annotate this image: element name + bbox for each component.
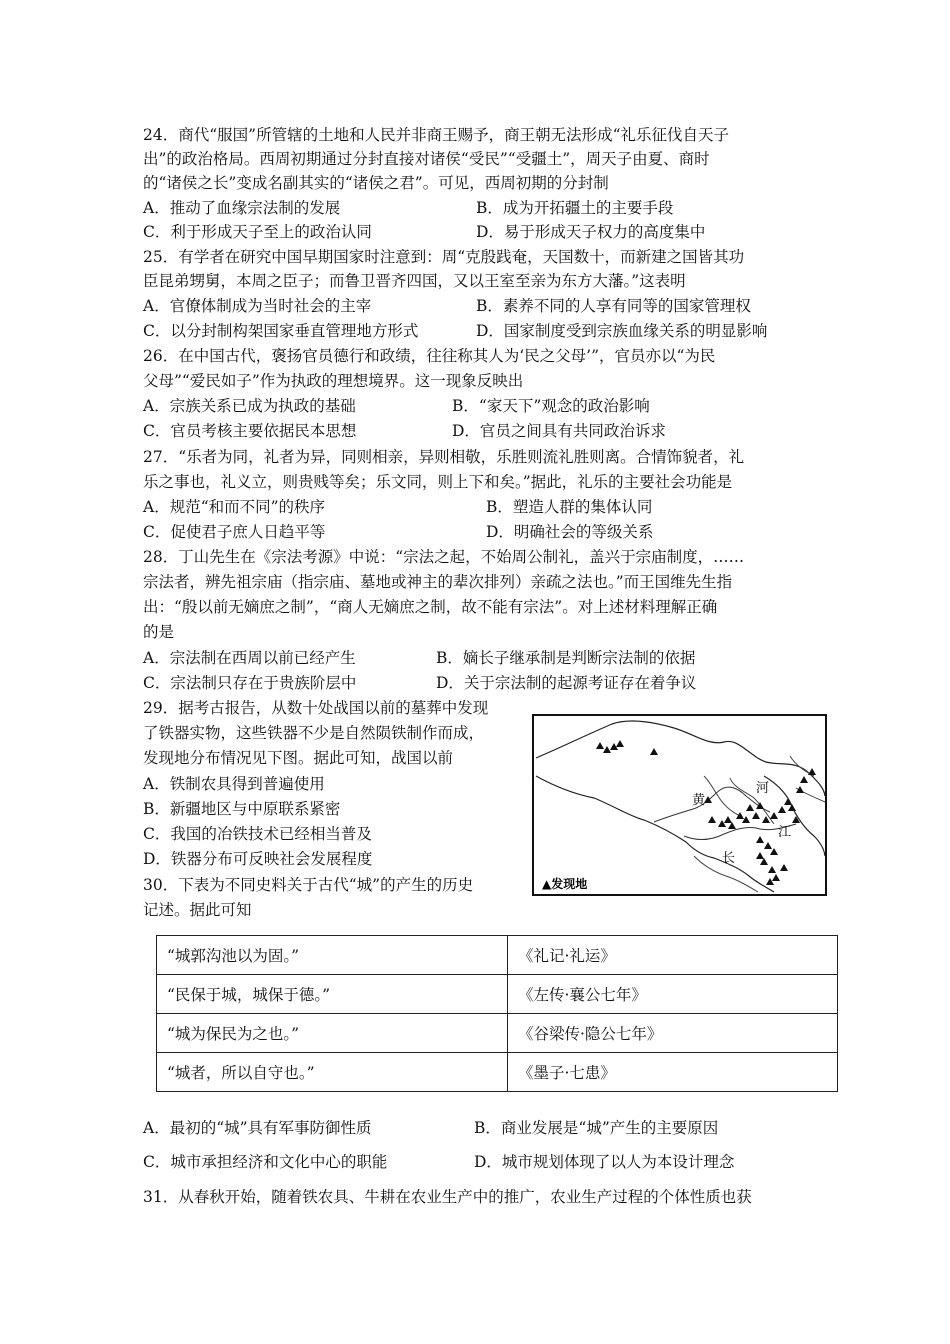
river-label-he: 河 — [756, 781, 770, 796]
iron-finds-map — [532, 714, 827, 896]
q24-option-b: B．成为开拓疆土的主要手段 — [476, 199, 674, 217]
record-quote: “城郭沟池以为固。” — [157, 936, 508, 975]
record-source: 《墨子·七患》 — [508, 1053, 838, 1092]
q25-stem-line-1: 25．有学者在研究中国早期国家时注意到：周“克殷践奄，天国数十，而新建之国皆其功 — [143, 248, 745, 266]
find-site-markers — [596, 740, 816, 885]
record-quote: “城者，所以自守也。” — [157, 1053, 508, 1092]
river-label-huang: 黄 — [692, 793, 706, 808]
map-drawing — [534, 716, 825, 894]
q27-stem-line-2: 乐之事也，礼义立，则贵贱等矣；乐文同，则上下和矣。”据此，礼乐的主要社会功能是 — [143, 473, 733, 491]
historical-records-table — [156, 935, 838, 1092]
q29-stem-line-2: 了铁器实物，这些铁器不少是自然陨铁制作而成， — [143, 724, 485, 742]
q28-stem-line-1: 28．丁山先生在《宗法考源》中说：“宗法之起，不始周公制礼，盖兴于宗庙制度，…… — [143, 548, 745, 566]
q25-option-a: A．官僚体制成为当时社会的主宰 — [143, 297, 372, 315]
q31-stem-line-1: 31．从春秋开始，随着铁农具、牛耕在农业生产中的推广，农业生产过程的个体性质也获 — [143, 1188, 752, 1206]
q28-option-c: C．宗法制只存在于贵族阶层中 — [143, 674, 357, 692]
record-quote: “民保于城，城保于德。” — [157, 975, 508, 1014]
record-quote: “城为保民为之也。” — [157, 1014, 508, 1053]
q25-option-c: C．以分封制构架国家垂直管理地方形式 — [143, 322, 419, 340]
table-row — [157, 1014, 838, 1053]
record-source: 《左传·襄公七年》 — [508, 975, 838, 1014]
q29-stem-line-3: 发现地分布情况见下图。据此可知，战国以前 — [143, 749, 454, 767]
q29-option-d: D．铁器分布可反映社会发展程度 — [143, 850, 373, 868]
table-row — [157, 975, 838, 1014]
q25-option-d: D．国家制度受到宗族血缘关系的明显影响 — [476, 322, 768, 340]
q28-option-a: A．宗法制在西周以前已经产生 — [143, 649, 356, 667]
record-source: 《谷梁传·隐公七年》 — [508, 1014, 838, 1053]
q24-option-a: A．推动了血缘宗法制的发展 — [143, 199, 341, 217]
q26-stem-line-1: 26．在中国古代，褒扬官员德行和政绩，往往称其人为‘民之父母’”，官员亦以“为民 — [143, 347, 716, 365]
q26-option-b: B．“家天下”观念的政治影响 — [452, 397, 650, 415]
q28-option-d: D．关于宗法制的起源考证存在着争议 — [436, 674, 697, 692]
q24-option-c: C．利于形成天子至上的政治认同 — [143, 223, 372, 241]
q27-stem-line-1: 27．“乐者为同，礼者为异，同则相亲，异则相敬，乐胜则流礼胜则离。合情饰貌者，礼 — [143, 448, 745, 466]
q26-stem-line-2: 父母”“爱民如子”作为执政的理想境界。这一现象反映出 — [143, 372, 524, 390]
record-source: 《礼记·礼运》 — [508, 936, 838, 975]
q30-option-d: D．城市规划体现了以人为本设计理念 — [474, 1153, 735, 1171]
table-row — [157, 936, 838, 975]
q29-option-b: B．新疆地区与中原联系紧密 — [143, 800, 341, 818]
map-legend: ▲发现地 — [542, 877, 588, 891]
q29-stem-line-1: 29．据考古报告，从数十处战国以前的墓葬中发现 — [143, 699, 489, 717]
q26-option-d: D．官员之间具有共同政治诉求 — [452, 422, 666, 440]
q24-stem-line-2: 出”的政治格局。西周初期通过分封直接对诸侯“受民”“受疆土”，周天子由夏、商时 — [143, 150, 710, 168]
q29-option-a: A．铁制农具得到普遍使用 — [143, 775, 325, 793]
q26-option-a: A．宗族关系已成为执政的基础 — [143, 397, 356, 415]
table-row — [157, 1053, 838, 1092]
q30-stem-line-2: 记述。据此可知 — [143, 901, 252, 919]
q24-stem-line-1: 24．商代“服国”所管辖的土地和人民并非商王赐予，商王朝无法形成“礼乐征伐自天子 — [143, 126, 729, 144]
q27-option-c: C．促使君子庶人日趋平等 — [143, 523, 326, 541]
q30-option-a: A．最初的“城”具有军事防御性质 — [143, 1119, 372, 1137]
q30-stem-line-1: 30．下表为不同史料关于古代“城”的产生的历史 — [143, 876, 474, 894]
q24-option-d: D．易于形成天子权力的高度集中 — [476, 223, 706, 241]
q28-stem-line-3: 出：“殷以前无嫡庶之制”，“商人无嫡庶之制，故不能有宗法”。对上述材料理解正确 — [143, 598, 718, 616]
q28-stem-line-2: 宗法者，辨先祖宗庙（指宗庙、墓地或神主的辈次排列）亲疏之法也。”而王国维先生指 — [143, 573, 733, 591]
q26-option-c: C．官员考核主要依据民本思想 — [143, 422, 357, 440]
q28-stem-line-4: 的是 — [143, 623, 175, 641]
q25-option-b: B．素养不同的人享有同等的国家管理权 — [476, 297, 751, 315]
q30-option-b: B．商业发展是“城”产生的主要原因 — [474, 1119, 719, 1137]
q28-option-b: B．嫡长子继承制是判断宗法制的依据 — [436, 649, 696, 667]
q24-stem-line-3: 的“诸侯之长”变成名副其实的“诸侯之君”。可见，西周初期的分封制 — [143, 174, 609, 192]
river-label-jiang: 江 — [778, 825, 792, 840]
q27-option-b: B．塑造人群的集体认同 — [486, 498, 653, 516]
q29-option-c: C．我国的冶铁技术已经相当普及 — [143, 825, 372, 843]
q30-option-c: C．城市承担经济和文化中心的职能 — [143, 1153, 388, 1171]
q25-stem-line-2: 臣昆弟甥舅，本周之臣子；而鲁卫晋齐四国，又以王室至亲为东方大藩。”这表明 — [143, 272, 686, 290]
river-label-chang: 长 — [722, 851, 736, 866]
q27-option-d: D．明确社会的等级关系 — [486, 523, 654, 541]
q27-option-a: A．规范“和而不同”的秩序 — [143, 498, 326, 516]
